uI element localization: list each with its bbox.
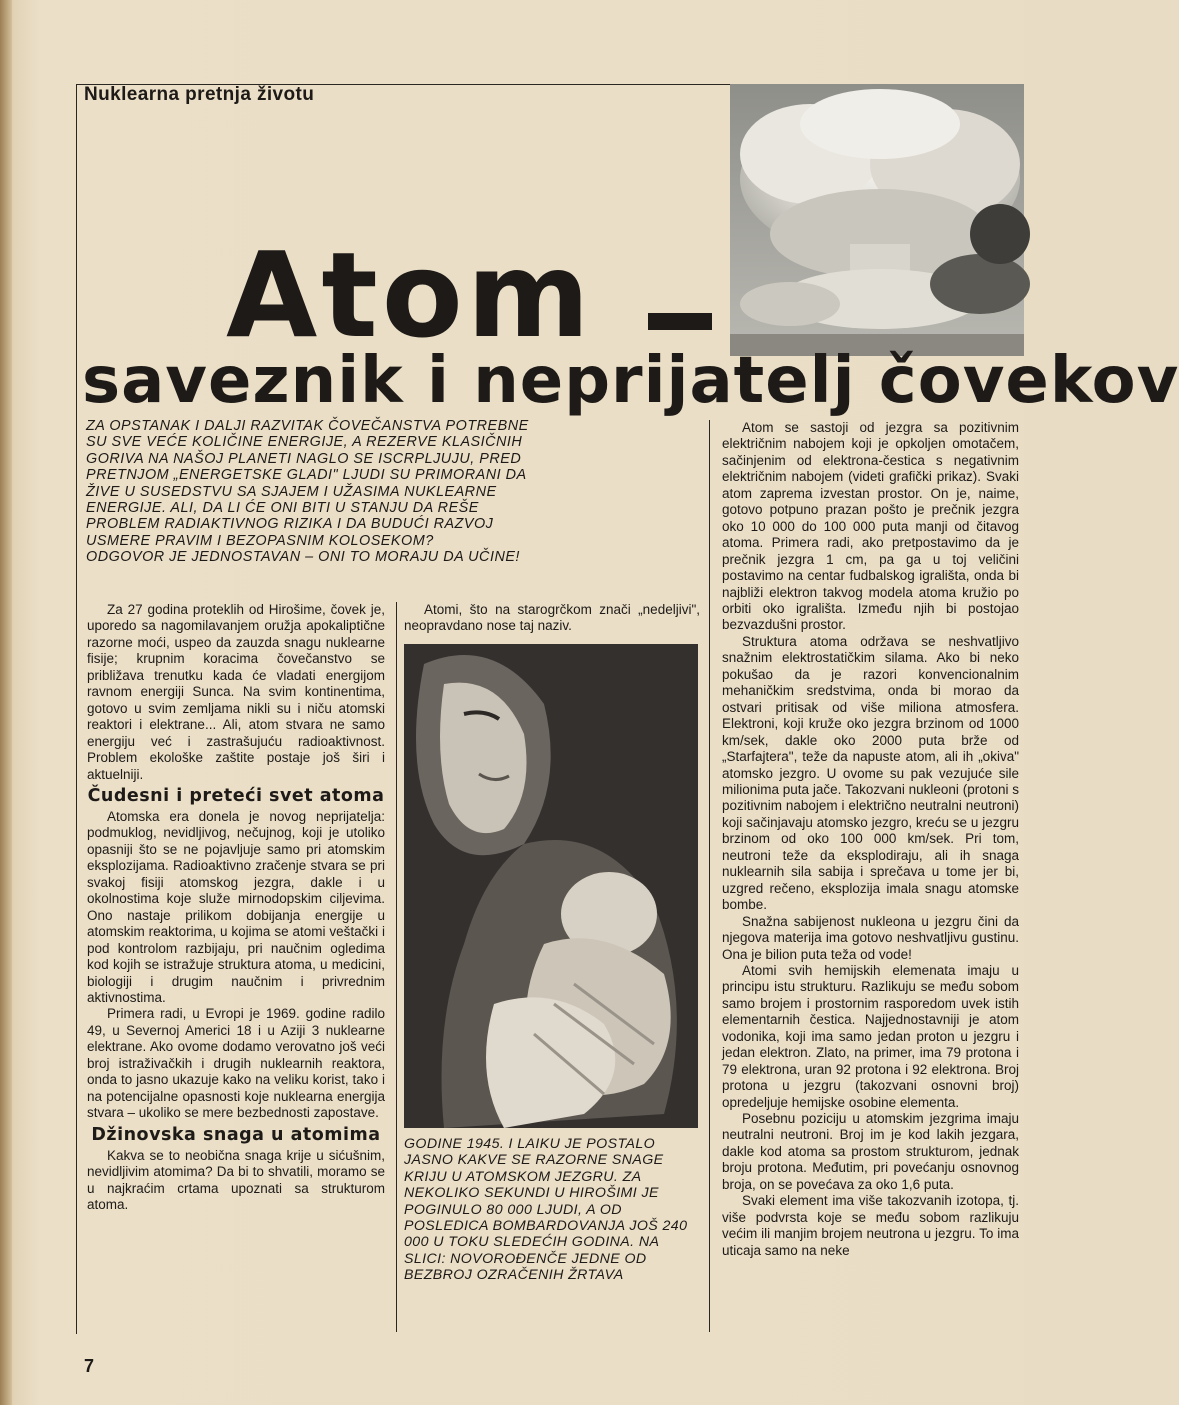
headline-dash xyxy=(648,313,712,330)
paragraph: Primera radi, u Evropi je 1969. godine radilo 49, u Severnoj Americi 18 i u Aziji 3 nuklearne elektrane. Ako ovome dodamo verovatno još veći broj istraživačkih i drugih nuklearnih reaktora, onda to jasno ukazuje kako na veliku korist, tako i na potencijalne opasnosti koje nuklearna energija stvara – ukoliko se mere bezbednosti zapostave. xyxy=(87,1006,385,1121)
paragraph: Atom se sastoji od jezgra sa pozitivnim električnim nabojem koji je opkoljen omotačem, sačinjenim od elektrona-čestica s negativnim električnim nabojem (videti grafički prikaz). Svaki atom zaprema izvestan prostor. On je, naime, gotovo potpuno prazan pošto je prečnik jezgra oko 10 000 do 100 000 puta manji od čitavog atoma. Primera radi, ako pretpostavimo da je prečnik jezgra 1 cm, pa ga u toj veličini postavimo na centar fudbalskog igrališta, onda bi najbliži elektron takvog modela atoma kružio po orbiti oko igrališta. Između njih bi postojao bezvazdušni prostor. xyxy=(722,420,1019,633)
series-title: Nuklearna pretnja životu xyxy=(84,84,315,105)
mushroom-cloud-illustration xyxy=(730,84,1024,356)
subheading: Čudesni i preteći svet atoma xyxy=(87,785,385,806)
subheading: Džinovska snaga u atomima xyxy=(91,1124,381,1145)
column-rule-1 xyxy=(396,602,397,1332)
page-binding-edge xyxy=(0,0,12,1405)
paragraph: Atomska era donela je novog neprijatelja: podmuklog, nevidljivog, nečujnog, koji je utoliko opasniji što se ne pojavljuje samo pri atomskim eksplozijama. Radioaktivno zračenje stvara se pri svakoj fisiji atomskog jezgra, dakle i u okolnostima koje služe mirnodopskim ciljevima. Ono nastaje prilikom dobijanja energije u atomskim reaktorima, u kojima se atomi veštački i pod kontrolom razbijaju, pri naučnim ogledima kod kojih se istražuje struktura atoma, u medicini, biologiji i drugim naučnim i privrednim aktivnostima. xyxy=(87,808,385,1005)
left-margin-rule xyxy=(76,84,77,1334)
article-column-3 xyxy=(722,420,1019,1259)
headline-subtitle: saveznik i neprijatelj čovekov xyxy=(82,344,1179,418)
paragraph: Posebnu poziciju u atomskim jezgrima imaju neutralni neutroni. Broj im je kod lakih jezgara, dakle kod atoma sa prostom strukturom, jednak broju protona. Međutim, pri povećanju osnovnog broja, on se povećava za oko 1,6 puta. xyxy=(722,1111,1019,1192)
paragraph: Struktura atoma održava se neshvatljivo snažnim elektrostatičkim silama. Ako bi neko pokušao da je razori konvencionalnim mehaničkim sredstvima, onda bi morao da ostvari pritisak od više miliona atmosfera. Elektroni, koji kruže oko jezgra brzinom od 1000 km/sek, dakle oko 2000 puta brže od „Starfajtera", teže da napuste atom, ali ih „okiva" atomsko jezgro. U ovome su pak vezujuće sile milionima puta jače. Takozvani nukleoni (protoni s pozitivnim nabojem i električno neutralni neutroni) koji sačinjavaju atomsko jezgro, kreću se u jezgru brzinom od oko 100 000 km/sek. Pri tom, neutroni teže da eksplodiraju, ali ih snaga nuklearnih sila sabija i sprečava u tome jer bi, uzgred rečeno, eksplozija imala snagu atomske bombe. xyxy=(722,633,1019,913)
page-number: 7 xyxy=(84,1356,95,1376)
column-rule-2 xyxy=(709,420,710,1332)
photo-illustration xyxy=(404,644,698,1128)
lead-paragraph xyxy=(86,418,532,566)
photo-caption: GODINE 1945. I LAIKU JE POSTALO JASNO KAKVE SE RAZORNE SNAGE KRIJU U ATOMSKOM JEZGRU. ZA NEKOLIKO SEKUNDI U HIROŠIMI JE POGINULO 80 000 LJUDI, A OD POSLEDICA BOMBARDOVANJA JOŠ 240 000 U TOKU SLEDEĆIH GODINA. NA SLICI: NOVOROĐENČE JEDNE OD BEZBROJ OZRAČENIH ŽRTAVA xyxy=(404,1136,688,1284)
article-column-1 xyxy=(87,602,385,1213)
mother-and-child-photo xyxy=(404,644,698,1128)
paragraph: Snažna sabijenost nukleona u jezgru čini da njegova materija ima gotovo neshvatljivu gustinu. Ona je bilion puta teža od vode! xyxy=(722,913,1019,962)
paragraph: Za 27 godina proteklih od Hirošime, čovek je, uporedo sa nagomilavanjem oružja apokaliptične razorne moći, uspeo da zauzda snagu nuklearne fisije; krupnim koracima čovečanstvo se približava trenutku kada će vladati energijom ravnom energiji Sunca. Na svim kontinentima, gotovo u svim zemljama nikli su i niču atomski reaktori i elektrane... Ali, atom stvara ne samo energiju već i zastrašujuću radioaktivnost. Problem ekološke zaštite postaje još širi i aktuelniji. xyxy=(87,602,385,782)
lead-answer: ODGOVOR JE JEDNOSTAVAN – ONI TO MORAJU DA UČINE! xyxy=(86,549,520,566)
explosion-photo xyxy=(730,84,1024,356)
article-column-2 xyxy=(404,602,700,635)
headline-atom: Atom xyxy=(226,226,594,364)
paragraph: Svaki element ima više takozvanih izotopa, tj. više podvrsta koje se među sobom razlikuju većim ili manjim brojem neutrona u jezgru. To ima uticaja samo na neke xyxy=(722,1193,1019,1258)
paragraph: Atomi, što na starogrčkom znači „nedeljivi", neopravdano nose taj naziv. xyxy=(404,602,700,634)
paragraph: Atomi svih hemijskih elemenata imaju u principu istu strukturu. Razlikuju se među sobom samo brojem i prostornim rasporedom uvek istih elementarnih čestica. Najjednostavniji je atom vodonika, koji ima samo jedan proton u jezgru i jedan elektron. Zlato, na primer, ima 79 protona i 79 elektrona, uran 92 protona i 92 elektrona. Broj protona u jezgru (takozvani osnovni broj) opredeljuje hemijske osobine elementa. xyxy=(722,962,1019,1110)
paragraph: Kakva se to neobična snaga krije u sićušnim, nevidljivim atomima? Da bi to shvatili, moramo se u najkraćim crtama upoznati sa strukturom atoma. xyxy=(87,1147,385,1212)
lead-text: ZA OPSTANAK I DALJI RAZVITAK ČOVEČANSTVA POTREBNE SU SVE VEĆE KOLIČINE ENERGIJE, A REZERVE KLASIČNIH GORIVA NA NAŠOJ PLANETI NAGLO SE ISCRPLJUJU, PRED PRETNJOM „ENERGETSKE GLADI" LJUDI SU PRIMORANI DA ŽIVE U SUSEDSTVU SA SJAJEM I UŽASIMA NUKLEARNE ENERGIJE. ALI, DA LI ĆE ONI BITI U STANJU DA REŠE PROBLEM RADIAKTIVNOG RIZIKA I DA BUDUĆI RAZVOJ USMERE PRAVIM I BEZOPASNIM KOLOSEKOM? xyxy=(86,418,529,549)
